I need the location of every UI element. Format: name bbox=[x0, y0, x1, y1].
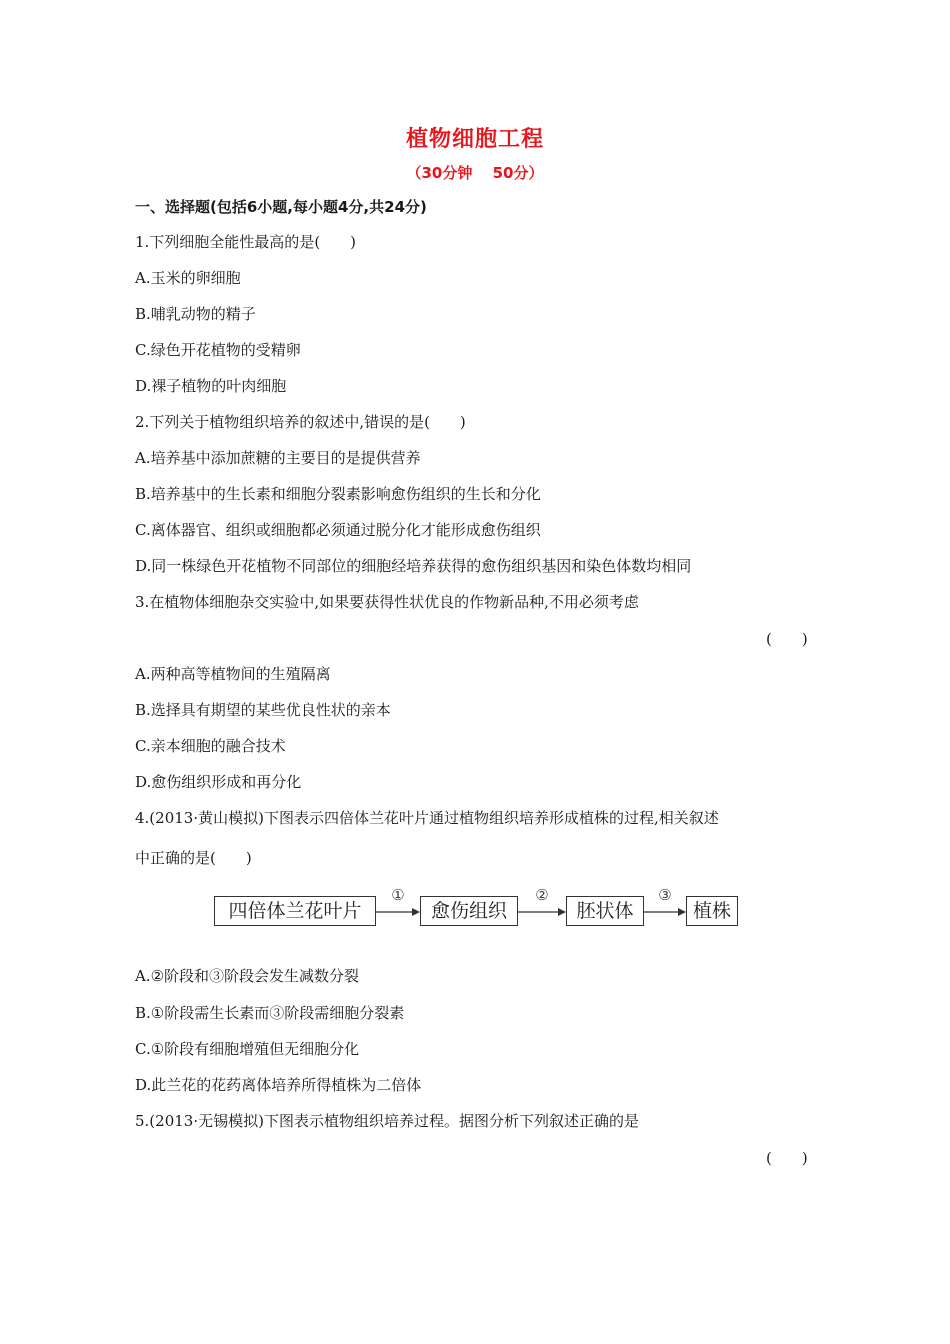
q4-option-c: C.①阶段有细胞增殖但无细胞分化 bbox=[135, 1040, 360, 1058]
q2-option-c: C.离体器官、组织或细胞都必须通过脱分化才能形成愈伤组织 bbox=[135, 521, 541, 539]
flow-box-plant: 植株 bbox=[686, 896, 738, 926]
q2-stem: 2.下列关于植物组织培养的叙述中,错误的是( ) bbox=[135, 413, 466, 431]
arrow-right-icon bbox=[376, 906, 420, 918]
q4-option-d: D.此兰花的花药离体培养所得植株为二倍体 bbox=[135, 1076, 422, 1094]
arrow-right-icon bbox=[644, 906, 686, 918]
arrow-right-icon bbox=[518, 906, 566, 918]
time-score-subtitle: （30分钟 50分） bbox=[406, 164, 544, 182]
q2-option-b: B.培养基中的生长素和细胞分裂素影响愈伤组织的生长和分化 bbox=[135, 485, 541, 503]
flow-box-embryoid: 胚状体 bbox=[566, 896, 644, 926]
flow-arrow-2 bbox=[518, 888, 566, 934]
q2-option-d: D.同一株绿色开花植物不同部位的细胞经培养获得的愈伤组织基因和染色体数均相同 bbox=[135, 557, 692, 575]
q1-option-a: A.玉米的卵细胞 bbox=[135, 269, 241, 287]
q1-option-c: C.绿色开花植物的受精卵 bbox=[135, 341, 301, 359]
q3-option-b: B.选择具有期望的某些优良性状的亲本 bbox=[135, 701, 391, 719]
q1-option-d: D.裸子植物的叶肉细胞 bbox=[135, 377, 287, 395]
q5-answer-paren: ( ) bbox=[766, 1149, 808, 1167]
step-3-label: ③ bbox=[658, 886, 672, 904]
step-1-label: ① bbox=[391, 886, 405, 904]
q1-stem: 1.下列细胞全能性最高的是( ) bbox=[135, 233, 357, 251]
q5-stem: 5.(2013·无锡模拟)下图表示植物组织培养过程。据图分析下列叙述正确的是 bbox=[135, 1112, 639, 1130]
step-2-label: ② bbox=[535, 886, 549, 904]
q4-option-b: B.①阶段需生长素而③阶段需细胞分裂素 bbox=[135, 1004, 405, 1022]
q2-option-a: A.培养基中添加蔗糖的主要目的是提供营养 bbox=[135, 449, 421, 467]
q3-option-d: D.愈伤组织形成和再分化 bbox=[135, 773, 302, 791]
q4-stem-line1: 4.(2013·黄山模拟)下图表示四倍体兰花叶片通过植物组织培养形成植株的过程,相关叙述 bbox=[135, 809, 719, 827]
flow-arrow-3 bbox=[644, 888, 686, 934]
page-title: 植物细胞工程 bbox=[405, 127, 544, 152]
q4-stem-line2: 中正确的是( ) bbox=[135, 849, 252, 867]
q3-answer-paren: ( ) bbox=[766, 630, 808, 648]
tissue-culture-flow-diagram bbox=[214, 888, 744, 934]
q3-stem: 3.在植物体细胞杂交实验中,如果要获得性状优良的作物新品种,不用必须考虑 bbox=[135, 593, 639, 611]
q3-option-a: A.两种高等植物间的生殖隔离 bbox=[135, 665, 331, 683]
flow-arrow-1 bbox=[376, 888, 420, 934]
section-heading: 一、选择题(包括6小题,每小题4分,共24分) bbox=[135, 198, 427, 216]
flow-box-leaf: 四倍体兰花叶片 bbox=[214, 896, 376, 926]
q4-option-a: A.②阶段和③阶段会发生减数分裂 bbox=[135, 967, 360, 985]
flow-box-callus: 愈伤组织 bbox=[420, 896, 518, 926]
q1-option-b: B.哺乳动物的精子 bbox=[135, 305, 256, 323]
q3-option-c: C.亲本细胞的融合技术 bbox=[135, 737, 286, 755]
